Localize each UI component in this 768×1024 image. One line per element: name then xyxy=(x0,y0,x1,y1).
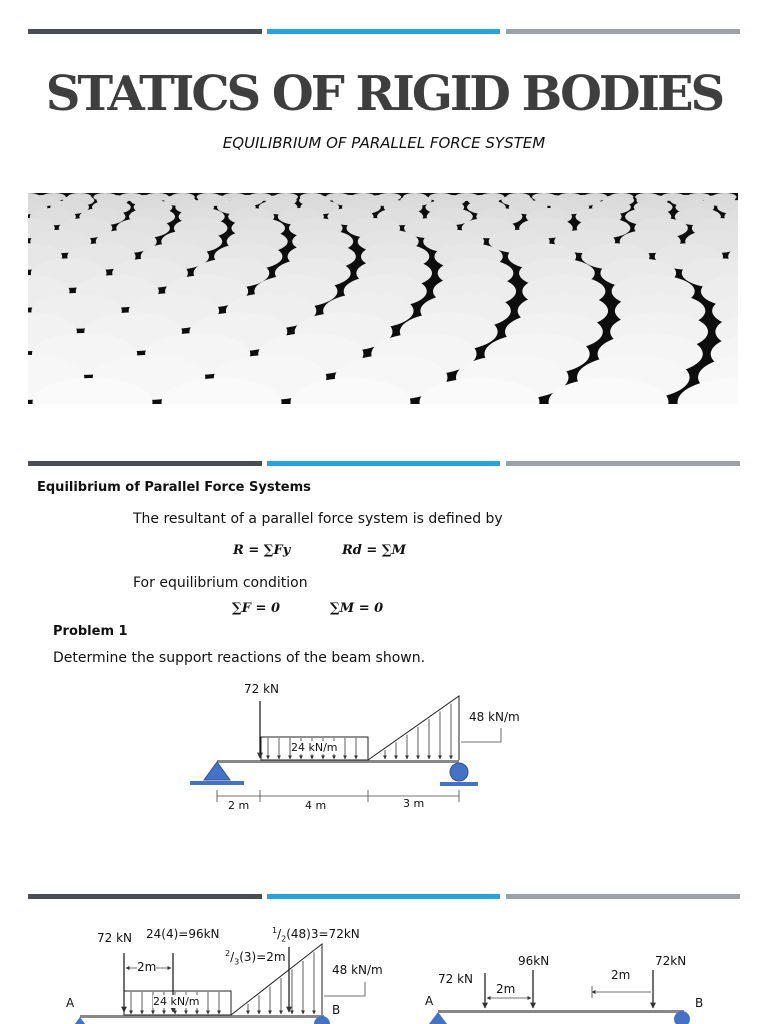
label-triangular-load: 48 kN/m xyxy=(469,710,520,724)
sol-left-tri-num: 1 xyxy=(272,926,278,935)
page-title: STATICS OF RIGID BODIES xyxy=(45,66,723,122)
equation-moment: Rd = ∑M xyxy=(342,543,407,558)
condition-text: For equilibrium condition xyxy=(133,575,308,591)
sol-right-dim-2m-b: 2m xyxy=(611,968,631,982)
triangular-load xyxy=(368,696,501,760)
sol-left-load-96: 24(4)=96kN xyxy=(146,927,220,941)
sol-left-frac-den: 3 xyxy=(234,957,240,967)
sol-left-centroid: $^2/_3(3)=2m$ xyxy=(225,949,286,967)
problem-title: Problem 1 xyxy=(53,624,128,639)
equation-sum-f: ∑F = 0 xyxy=(232,601,281,616)
section-heading: Equilibrium of Parallel Force Systems xyxy=(37,480,311,495)
sol-right-dim-2m-a: 2m xyxy=(496,982,516,996)
mid-rule-dark xyxy=(28,461,262,466)
sol-left-load-72: 72 kN xyxy=(97,931,133,945)
sol-left-label-b: B xyxy=(332,1003,341,1017)
sol-left-tri-rest: (48)3=72kN xyxy=(286,927,360,941)
pin-support-a xyxy=(190,762,244,785)
sol-right-load-96: 96kN xyxy=(518,954,550,968)
bottom-rule-dark xyxy=(28,894,262,899)
mid-rule-grey xyxy=(506,461,740,466)
label-dim-1: 2 m xyxy=(228,799,250,812)
label-dim-2: 4 m xyxy=(305,799,327,812)
sol-left-tri: 48 kN/m xyxy=(332,963,383,977)
beam xyxy=(217,760,459,763)
mid-rule-blue xyxy=(267,461,500,466)
bottom-rule-blue xyxy=(267,894,500,899)
sol-left-tri-den: 2 xyxy=(281,934,287,944)
sol-right-label-a: A xyxy=(425,994,434,1008)
equation-resultant: R = ∑Fy xyxy=(233,543,291,558)
top-rule-grey xyxy=(506,29,740,34)
equation-sum-m: ∑M = 0 xyxy=(330,601,384,616)
top-rule-blue xyxy=(267,29,500,34)
bottom-rule-grey xyxy=(506,894,740,899)
sol-left-dim-2m: 2m xyxy=(137,960,157,974)
top-rule-dark xyxy=(28,29,262,34)
problem-statement: Determine the support reactions of the beam shown. xyxy=(53,650,426,666)
label-dim-3: 3 m xyxy=(403,797,425,810)
sol-left-frac-num: 2 xyxy=(225,949,231,958)
intro-text: The resultant of a parallel force system is defined by xyxy=(133,511,503,527)
sol-right-load-72b: 72kN xyxy=(655,954,687,968)
page-subtitle: EQUILIBRIUM OF PARALLEL FORCE SYSTEM xyxy=(222,134,546,152)
sol-left-load-tri: $^1/_2(48)3=72kN$ xyxy=(272,926,360,944)
porcelain-discs-photo xyxy=(28,193,738,404)
label-uniform-load: 24 kN/m xyxy=(291,741,338,754)
solution-left-diagram xyxy=(72,944,365,1024)
sol-left-label-a: A xyxy=(66,996,75,1010)
sol-left-udl: 24 kN/m xyxy=(153,995,200,1008)
roller-support-b xyxy=(440,763,478,786)
sol-left-frac-rest: (3)=2m xyxy=(239,950,286,964)
sol-right-label-b: B xyxy=(695,996,704,1010)
label-point-load: 72 kN xyxy=(244,682,280,696)
sol-right-load-72: 72 kN xyxy=(438,972,474,986)
